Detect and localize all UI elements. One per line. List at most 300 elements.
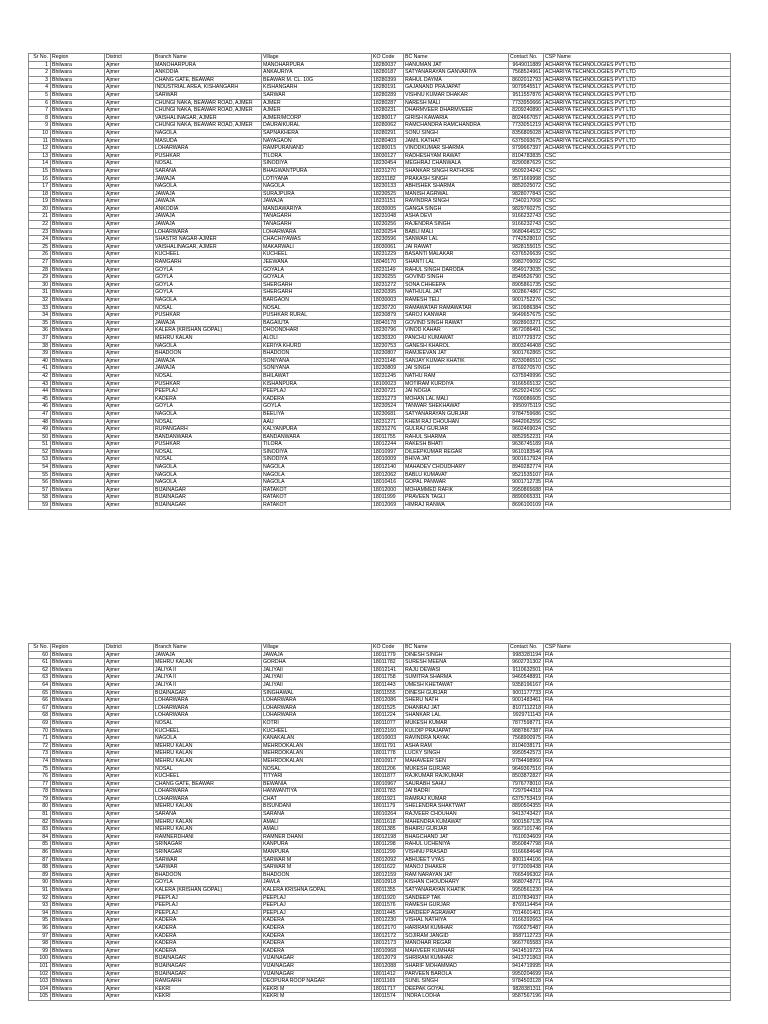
branch-name-cell: ANKODIA bbox=[154, 205, 262, 213]
ko-code-cell: 18230395 bbox=[372, 289, 404, 297]
contact-no-cell: 9001483461 bbox=[509, 697, 544, 705]
bc-name-cell: DINESH SINGH bbox=[404, 651, 509, 659]
bc-name-cell: GOVIND SINGH bbox=[404, 274, 509, 282]
ko-code-cell: 18230524 bbox=[372, 403, 404, 411]
table-row bbox=[29, 107, 731, 115]
contact-no-cell: 8949282774 bbox=[509, 464, 544, 472]
bc-name-cell: ABHISHEK SHARMA bbox=[404, 183, 509, 191]
csp-name-cell: CSC bbox=[544, 221, 731, 229]
sr-no-cell: 90 bbox=[29, 879, 51, 887]
contact-no-cell: 9001567135 bbox=[509, 818, 544, 826]
contact-no-cell: 9001617924 bbox=[509, 456, 544, 464]
branch-name-cell: BIJAINAGAR bbox=[154, 689, 262, 697]
ko-code-cell: 18231048 bbox=[372, 213, 404, 221]
branch-name-cell: JAWAJA bbox=[154, 365, 262, 373]
csp-name-cell: FIA bbox=[544, 479, 731, 487]
ko-code-cell: 18012173 bbox=[372, 940, 404, 948]
csp-name-cell: FIA bbox=[544, 795, 731, 803]
ko-code-cell: 18280403 bbox=[372, 137, 404, 145]
bc-name-cell: SANDEEP AGRAWAT bbox=[404, 909, 509, 917]
sr-no-cell: 78 bbox=[29, 788, 51, 796]
branch-name-cell: MEHRU KALAN bbox=[154, 742, 262, 750]
region-cell: Bhilwara bbox=[51, 289, 105, 297]
ko-code-cell: 18100023 bbox=[372, 380, 404, 388]
branch-name-cell: LOHARWARA bbox=[154, 712, 262, 720]
region-cell: Bhilwara bbox=[51, 719, 105, 727]
sr-no-cell: 11 bbox=[29, 137, 51, 145]
csp-name-cell: FIA bbox=[544, 871, 731, 879]
village-cell: NOSAL bbox=[262, 304, 372, 312]
village-cell: BEELIYA bbox=[262, 410, 372, 418]
csp-name-cell: CSC bbox=[544, 236, 731, 244]
ko-code-cell: 18010416 bbox=[372, 479, 404, 487]
csp-name-cell: FIA bbox=[544, 456, 731, 464]
district-cell: Ajmer bbox=[105, 175, 154, 183]
sr-no-cell: 74 bbox=[29, 757, 51, 765]
csp-name-cell: FIA bbox=[544, 712, 731, 720]
column-header-csp-name: CSP Name bbox=[544, 54, 731, 62]
sr-no-cell: 48 bbox=[29, 418, 51, 426]
sr-no-cell: 22 bbox=[29, 221, 51, 229]
csp-name-cell: FIA bbox=[544, 486, 731, 494]
village-cell: BANDANWARA bbox=[262, 433, 372, 441]
bc-name-cell: HANUMAN JAT bbox=[404, 61, 509, 69]
ko-code-cell: 18231276 bbox=[372, 426, 404, 434]
bc-name-cell: RAMESH GURJAR bbox=[404, 902, 509, 910]
sr-no-cell: 88 bbox=[29, 864, 51, 872]
csp-name-cell: CSC bbox=[544, 312, 731, 320]
table-row bbox=[29, 221, 731, 229]
village-cell: DHOONDHARI bbox=[262, 327, 372, 335]
village-cell: GOYALA bbox=[262, 274, 372, 282]
csp-name-cell: CSC bbox=[544, 319, 731, 327]
ko-code-cell: 18011525 bbox=[372, 704, 404, 712]
bc-name-cell: SHRIRAM KUMHAR bbox=[404, 955, 509, 963]
region-cell: Bhilwara bbox=[51, 388, 105, 396]
sr-no-cell: 105 bbox=[29, 993, 51, 1001]
region-cell: Bhilwara bbox=[51, 403, 105, 411]
bc-name-cell: MANOHAR REGAR bbox=[404, 940, 509, 948]
region-cell: Bhilwara bbox=[51, 304, 105, 312]
region-cell: Bhilwara bbox=[51, 894, 105, 902]
district-cell: Ajmer bbox=[105, 704, 154, 712]
contact-no-cell: 9110632501 bbox=[509, 666, 544, 674]
village-cell: AAU bbox=[262, 418, 372, 426]
table-row bbox=[29, 727, 731, 735]
contact-no-cell: 8003246408 bbox=[509, 342, 544, 350]
agent-table-1 bbox=[28, 53, 731, 510]
ko-code-cell: 18012198 bbox=[372, 833, 404, 841]
csp-name-cell: CSC bbox=[544, 403, 731, 411]
village-cell: TILORA bbox=[262, 441, 372, 449]
contact-no-cell: 9460548891 bbox=[509, 674, 544, 682]
sr-no-cell: 45 bbox=[29, 395, 51, 403]
sr-no-cell: 15 bbox=[29, 167, 51, 175]
contact-no-cell: 9950542573 bbox=[509, 750, 544, 758]
sr-no-cell: 64 bbox=[29, 681, 51, 689]
table-row bbox=[29, 69, 731, 77]
contact-no-cell: 9414719995 bbox=[509, 962, 544, 970]
sr-no-cell: 9 bbox=[29, 122, 51, 130]
bc-name-cell: GAJANAND PRAJAPAT bbox=[404, 84, 509, 92]
ko-code-cell: 18011206 bbox=[372, 765, 404, 773]
district-cell: Ajmer bbox=[105, 909, 154, 917]
region-cell: Bhilwara bbox=[51, 365, 105, 373]
region-cell: Bhilwara bbox=[51, 962, 105, 970]
ko-code-cell: 18012244 bbox=[372, 441, 404, 449]
village-cell: GOYLA bbox=[262, 403, 372, 411]
contact-no-cell: 7568524961 bbox=[509, 69, 544, 77]
bc-name-cell: JAI SINGH bbox=[404, 365, 509, 373]
branch-name-cell: NAGOLA bbox=[154, 479, 262, 487]
table-row bbox=[29, 122, 731, 130]
bc-name-cell: MAHAVEER SEN bbox=[404, 757, 509, 765]
table-row bbox=[29, 350, 731, 358]
branch-name-cell: NAGOLA bbox=[154, 735, 262, 743]
contact-no-cell: 9549173035 bbox=[509, 266, 544, 274]
contact-no-cell: 9509234242 bbox=[509, 167, 544, 175]
bc-name-cell: SHARIF MOHAMMAD bbox=[404, 962, 509, 970]
sr-no-cell: 28 bbox=[29, 266, 51, 274]
district-cell: Ajmer bbox=[105, 433, 154, 441]
ko-code-cell: 18011783 bbox=[372, 788, 404, 796]
sr-no-cell: 104 bbox=[29, 985, 51, 993]
village-cell: SAPNAKHERA bbox=[262, 129, 372, 137]
sr-no-cell: 84 bbox=[29, 833, 51, 841]
table-row bbox=[29, 773, 731, 781]
table-row bbox=[29, 418, 731, 426]
village-cell: LOHARWARA bbox=[262, 697, 372, 705]
csp-name-cell: FIA bbox=[544, 494, 731, 502]
bc-name-cell: PRAKASH SINGH bbox=[404, 175, 509, 183]
table-row bbox=[29, 388, 731, 396]
ko-code-cell: 18030061 bbox=[372, 243, 404, 251]
village-cell: KALERA KRISHNA GOPAL bbox=[262, 887, 372, 895]
contact-no-cell: 8356805028 bbox=[509, 129, 544, 137]
district-cell: Ajmer bbox=[105, 780, 154, 788]
sr-no-cell: 83 bbox=[29, 826, 51, 834]
region-cell: Bhilwara bbox=[51, 788, 105, 796]
branch-name-cell: BIJAINAGAR bbox=[154, 970, 262, 978]
sr-no-cell: 2 bbox=[29, 69, 51, 77]
table-row bbox=[29, 274, 731, 282]
region-cell: Bhilwara bbox=[51, 502, 105, 510]
district-cell: Ajmer bbox=[105, 99, 154, 107]
sr-no-cell: 12 bbox=[29, 145, 51, 153]
bc-name-cell: BHIVA JAT bbox=[404, 456, 509, 464]
contact-no-cell: 9982709092 bbox=[509, 259, 544, 267]
contact-no-cell: 7690275487 bbox=[509, 924, 544, 932]
csp-name-cell: ACHARIYA TECHNOLOGIES PVT LTD bbox=[544, 107, 731, 115]
bc-name-cell: BABLU KUMAVAT bbox=[404, 471, 509, 479]
sr-no-cell: 23 bbox=[29, 228, 51, 236]
table-row bbox=[29, 757, 731, 765]
csp-name-cell: FIA bbox=[544, 993, 731, 1001]
contact-no-cell: 8852025072 bbox=[509, 183, 544, 191]
bc-name-cell: DILEEPKUMAR REGAR bbox=[404, 448, 509, 456]
table-row bbox=[29, 502, 731, 510]
branch-name-cell: MEHRU KALAN bbox=[154, 659, 262, 667]
contact-no-cell: 9571669998 bbox=[509, 175, 544, 183]
bc-name-cell: GANGA SINGH bbox=[404, 205, 509, 213]
village-cell: VIJAINAGAR bbox=[262, 955, 372, 963]
district-cell: Ajmer bbox=[105, 395, 154, 403]
village-cell: BHADOON bbox=[262, 350, 372, 358]
table-row bbox=[29, 84, 731, 92]
csp-name-cell: FIA bbox=[544, 902, 731, 910]
bc-name-cell: BASANTI MALAKAR bbox=[404, 251, 509, 259]
region-cell: Bhilwara bbox=[51, 266, 105, 274]
district-cell: Ajmer bbox=[105, 91, 154, 99]
region-cell: Bhilwara bbox=[51, 129, 105, 137]
village-cell: CHACHIYAWAS bbox=[262, 236, 372, 244]
branch-name-cell: NAGOLA bbox=[154, 410, 262, 418]
csp-name-cell: FIA bbox=[544, 803, 731, 811]
csp-name-cell: FIA bbox=[544, 689, 731, 697]
village-cell: KADERA bbox=[262, 395, 372, 403]
column-header-branch-name: Branch Name bbox=[154, 54, 262, 62]
table-row bbox=[29, 826, 731, 834]
bc-name-cell: SUNIL SINGH bbox=[404, 978, 509, 986]
ko-code-cell: 18011412 bbox=[372, 970, 404, 978]
csp-name-cell: FIA bbox=[544, 780, 731, 788]
sr-no-cell: 3 bbox=[29, 76, 51, 84]
contact-no-cell: 9166392663 bbox=[509, 917, 544, 925]
village-cell: MEHRDOKALAN bbox=[262, 750, 372, 758]
village-cell: MAKARWALI bbox=[262, 243, 372, 251]
branch-name-cell: JAWAJA bbox=[154, 175, 262, 183]
csp-name-cell: CSC bbox=[544, 152, 731, 160]
contact-no-cell: 9929711143 bbox=[509, 712, 544, 720]
table-header-row bbox=[29, 644, 731, 652]
csp-name-cell: CSC bbox=[544, 327, 731, 335]
branch-name-cell: LOHARWARA bbox=[154, 704, 262, 712]
csp-name-cell: CSC bbox=[544, 190, 731, 198]
district-cell: Ajmer bbox=[105, 666, 154, 674]
sr-no-cell: 49 bbox=[29, 426, 51, 434]
sr-no-cell: 81 bbox=[29, 811, 51, 819]
village-cell: MANPURA bbox=[262, 849, 372, 857]
village-cell: KADERA bbox=[262, 924, 372, 932]
region-cell: Bhilwara bbox=[51, 742, 105, 750]
district-cell: Ajmer bbox=[105, 304, 154, 312]
bc-name-cell: RAMESH TELI bbox=[404, 297, 509, 305]
contact-no-cell: 6375093675 bbox=[509, 137, 544, 145]
ko-code-cell: 18012230 bbox=[372, 917, 404, 925]
bc-name-cell: SATYANARAYAN KHATIK bbox=[404, 887, 509, 895]
sr-no-cell: 100 bbox=[29, 955, 51, 963]
region-cell: Bhilwara bbox=[51, 803, 105, 811]
sr-no-cell: 89 bbox=[29, 871, 51, 879]
table-row bbox=[29, 228, 731, 236]
bc-name-cell: SURESH MEENA bbox=[404, 659, 509, 667]
bc-name-cell: JAI NOGIA bbox=[404, 388, 509, 396]
contact-no-cell: 9028674867 bbox=[509, 289, 544, 297]
table-row bbox=[29, 962, 731, 970]
district-cell: Ajmer bbox=[105, 228, 154, 236]
district-cell: Ajmer bbox=[105, 940, 154, 948]
region-cell: Bhilwara bbox=[51, 970, 105, 978]
table-row bbox=[29, 304, 731, 312]
contact-no-cell: 9828155015 bbox=[509, 243, 544, 251]
bc-name-cell: JAI BADRI bbox=[404, 788, 509, 796]
sr-no-cell: 57 bbox=[29, 486, 51, 494]
branch-name-cell: PEEPLAJ bbox=[154, 902, 262, 910]
ko-code-cell: 18012172 bbox=[372, 932, 404, 940]
contact-no-cell: 8949526790 bbox=[509, 274, 544, 282]
csp-name-cell: FIA bbox=[544, 448, 731, 456]
district-cell: Ajmer bbox=[105, 76, 154, 84]
table-row bbox=[29, 486, 731, 494]
branch-name-cell: LOHARWARA bbox=[154, 795, 262, 803]
region-cell: Bhilwara bbox=[51, 486, 105, 494]
branch-name-cell: NAGOLA bbox=[154, 183, 262, 191]
branch-name-cell: BIJAINAGAR bbox=[154, 955, 262, 963]
village-cell: KADERA bbox=[262, 932, 372, 940]
region-cell: Bhilwara bbox=[51, 297, 105, 305]
village-cell: SONIYANA bbox=[262, 357, 372, 365]
sr-no-cell: 36 bbox=[29, 327, 51, 335]
sr-no-cell: 102 bbox=[29, 970, 51, 978]
region-cell: Bhilwara bbox=[51, 350, 105, 358]
bc-name-cell: MOTIRAM KURDIYA bbox=[404, 380, 509, 388]
contact-no-cell: 9829760275 bbox=[509, 205, 544, 213]
bc-name-cell: RAMCHANDRA RAMCHANDRA bbox=[404, 122, 509, 130]
sr-no-cell: 94 bbox=[29, 909, 51, 917]
contact-no-cell: 9587567196 bbox=[509, 993, 544, 1001]
ko-code-cell: 18230254 bbox=[372, 228, 404, 236]
table-row bbox=[29, 947, 731, 955]
bc-name-cell: RAVINDRA SINGH bbox=[404, 198, 509, 206]
ko-code-cell: 18011445 bbox=[372, 909, 404, 917]
region-cell: Bhilwara bbox=[51, 689, 105, 697]
csp-name-cell: FIA bbox=[544, 666, 731, 674]
village-cell: SHERGARH bbox=[262, 289, 372, 297]
village-cell: KERIYA KHURD bbox=[262, 342, 372, 350]
village-cell: SINODIYA bbox=[262, 456, 372, 464]
table-row bbox=[29, 99, 731, 107]
sr-no-cell: 32 bbox=[29, 297, 51, 305]
district-cell: Ajmer bbox=[105, 985, 154, 993]
sr-no-cell: 77 bbox=[29, 780, 51, 788]
region-cell: Bhilwara bbox=[51, 251, 105, 259]
csp-name-cell: ACHARIYA TECHNOLOGIES PVT LTD bbox=[544, 91, 731, 99]
csp-name-cell: CSC bbox=[544, 281, 731, 289]
bc-name-cell: RADHESHYAM RAWAT bbox=[404, 152, 509, 160]
sr-no-cell: 70 bbox=[29, 727, 51, 735]
contact-no-cell: 9511557876 bbox=[509, 91, 544, 99]
district-cell: Ajmer bbox=[105, 122, 154, 130]
ko-code-cell: 18010264 bbox=[372, 811, 404, 819]
table-row bbox=[29, 894, 731, 902]
sr-no-cell: 37 bbox=[29, 334, 51, 342]
ko-code-cell: 18231245 bbox=[372, 372, 404, 380]
district-cell: Ajmer bbox=[105, 871, 154, 879]
district-cell: Ajmer bbox=[105, 502, 154, 510]
branch-name-cell: BIJAINAGAR bbox=[154, 962, 262, 970]
region-cell: Bhilwara bbox=[51, 765, 105, 773]
village-cell: AJMER bbox=[262, 99, 372, 107]
village-cell: NAGOLA bbox=[262, 183, 372, 191]
csp-name-cell: ACHARIYA TECHNOLOGIES PVT LTD bbox=[544, 122, 731, 130]
sr-no-cell: 59 bbox=[29, 502, 51, 510]
contact-no-cell: 9667101746 bbox=[509, 826, 544, 834]
region-cell: Bhilwara bbox=[51, 978, 105, 986]
contact-no-cell: 9784759686 bbox=[509, 410, 544, 418]
district-cell: Ajmer bbox=[105, 833, 154, 841]
district-cell: Ajmer bbox=[105, 803, 154, 811]
district-cell: Ajmer bbox=[105, 486, 154, 494]
sr-no-cell: 61 bbox=[29, 659, 51, 667]
village-cell: NOSAL bbox=[262, 765, 372, 773]
ko-code-cell: 18230879 bbox=[372, 312, 404, 320]
bc-name-cell: GULRAJ GURJAR bbox=[404, 426, 509, 434]
branch-name-cell: NOSAL bbox=[154, 719, 262, 727]
contact-no-cell: 7877598771 bbox=[509, 719, 544, 727]
branch-name-cell: KUCHEEL bbox=[154, 727, 262, 735]
contact-no-cell: 7733051219 bbox=[509, 122, 544, 130]
bc-name-cell: ASHA DEVI bbox=[404, 213, 509, 221]
bc-name-cell: RAMRAJ KUMAR bbox=[404, 795, 509, 803]
village-cell: AMALI bbox=[262, 826, 372, 834]
csp-name-cell: FIA bbox=[544, 947, 731, 955]
bc-name-cell: DHARMVEER DHARMVEER bbox=[404, 107, 509, 115]
csp-name-cell: ACHARIYA TECHNOLOGIES PVT LTD bbox=[544, 99, 731, 107]
region-cell: Bhilwara bbox=[51, 372, 105, 380]
bc-name-cell: MUKESH KUMAR bbox=[404, 719, 509, 727]
district-cell: Ajmer bbox=[105, 388, 154, 396]
table-row bbox=[29, 719, 731, 727]
district-cell: Ajmer bbox=[105, 811, 154, 819]
village-cell: NAYAGAON bbox=[262, 137, 372, 145]
district-cell: Ajmer bbox=[105, 742, 154, 750]
sr-no-cell: 40 bbox=[29, 357, 51, 365]
bc-name-cell: PANCHU KUMAWAT bbox=[404, 334, 509, 342]
village-cell: PEEPLAJ bbox=[262, 388, 372, 396]
sr-no-cell: 56 bbox=[29, 479, 51, 487]
table-body bbox=[29, 651, 731, 1000]
sr-no-cell: 41 bbox=[29, 365, 51, 373]
contact-no-cell: 9828077843 bbox=[509, 190, 544, 198]
contact-no-cell: 9001177733 bbox=[509, 689, 544, 697]
district-cell: Ajmer bbox=[105, 826, 154, 834]
csp-name-cell: ACHARIYA TECHNOLOGIES PVT LTD bbox=[544, 84, 731, 92]
table-row bbox=[29, 887, 731, 895]
ko-code-cell: 18011385 bbox=[372, 826, 404, 834]
csp-name-cell: FIA bbox=[544, 917, 731, 925]
ko-code-cell: 18010918 bbox=[372, 879, 404, 887]
bc-name-cell: MANOJ DHAKER bbox=[404, 864, 509, 872]
sr-no-cell: 103 bbox=[29, 978, 51, 986]
ko-code-cell: 18231148 bbox=[372, 357, 404, 365]
district-cell: Ajmer bbox=[105, 297, 154, 305]
village-cell: PUSHKAR RURAL bbox=[262, 312, 372, 320]
district-cell: Ajmer bbox=[105, 107, 154, 115]
branch-name-cell: SHASTRI NAGAR-AJMER bbox=[154, 236, 262, 244]
region-cell: Bhilwara bbox=[51, 757, 105, 765]
contact-no-cell: 9928903271 bbox=[509, 319, 544, 327]
village-cell: MANOHARPURA bbox=[262, 61, 372, 69]
contact-no-cell: 8107834937 bbox=[509, 894, 544, 902]
district-cell: Ajmer bbox=[105, 689, 154, 697]
district-cell: Ajmer bbox=[105, 719, 154, 727]
branch-name-cell: KALERA (KRISHAN GOPAL) bbox=[154, 327, 262, 335]
bc-name-cell: SATYANARAYAN GANVARIYA bbox=[404, 69, 509, 77]
ko-code-cell: 18230596 bbox=[372, 236, 404, 244]
village-cell: KUCHEEL bbox=[262, 251, 372, 259]
contact-no-cell: 9166565132 bbox=[509, 380, 544, 388]
region-cell: Bhilwara bbox=[51, 985, 105, 993]
